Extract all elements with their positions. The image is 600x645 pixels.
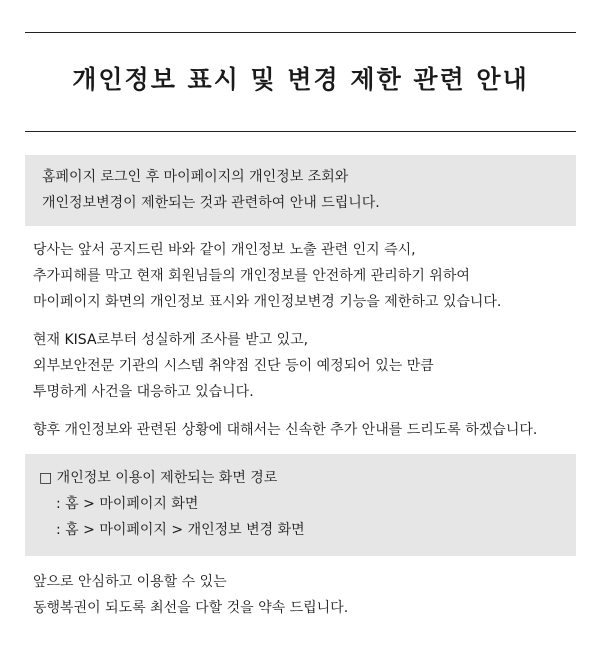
restricted-path-item: : 홈 > 마이페이지 화면 bbox=[56, 496, 199, 512]
restricted-paths-box bbox=[25, 454, 576, 556]
restricted-path-item: : 홈 > 마이페이지 > 개인정보 변경 화면 bbox=[56, 522, 305, 538]
closing-line: 동행복권이 되도록 최선을 다할 것을 약속 드립니다. bbox=[33, 600, 349, 616]
paragraph-line: 마이페이지 화면의 개인정보 표시와 개인정보변경 기능을 제한하고 있습니다. bbox=[33, 294, 502, 310]
closing-line: 앞으로 안심하고 이용할 수 있는 bbox=[33, 574, 227, 590]
paragraph-line: 추가피해를 막고 현재 회원님들의 개인정보를 안전하게 관리하기 위하여 bbox=[33, 268, 470, 284]
page-title: 개인정보 표시 및 변경 제한 관련 안내 bbox=[72, 65, 529, 94]
paragraph-line: 외부보안전문 기관의 시스템 취약점 진단 등이 예정되어 있는 만큼 bbox=[33, 358, 434, 374]
notice-box bbox=[25, 155, 576, 226]
notice-line: 개인정보변경이 제한되는 것과 관련하여 안내 드립니다. bbox=[42, 195, 380, 211]
title-bottom-divider bbox=[25, 131, 576, 132]
top-divider bbox=[25, 32, 576, 33]
paragraph-line: 향후 개인정보와 관련된 상황에 대해서는 신속한 추가 안내를 드리도록 하겠습니다. bbox=[33, 422, 538, 438]
restricted-paths-heading: □ 개인정보 이용이 제한되는 화면 경로 bbox=[39, 470, 278, 486]
notice-line: 홈페이지 로그인 후 마이페이지의 개인정보 조회와 bbox=[42, 169, 349, 185]
paragraph-line: 투명하게 사건을 대응하고 있습니다. bbox=[33, 384, 254, 400]
paragraph-line: 현재 KISA로부터 성실하게 조사를 받고 있고, bbox=[33, 332, 309, 348]
paragraph-line: 당사는 앞서 공지드린 바와 같이 개인정보 노출 관련 인지 즉시, bbox=[33, 242, 416, 258]
